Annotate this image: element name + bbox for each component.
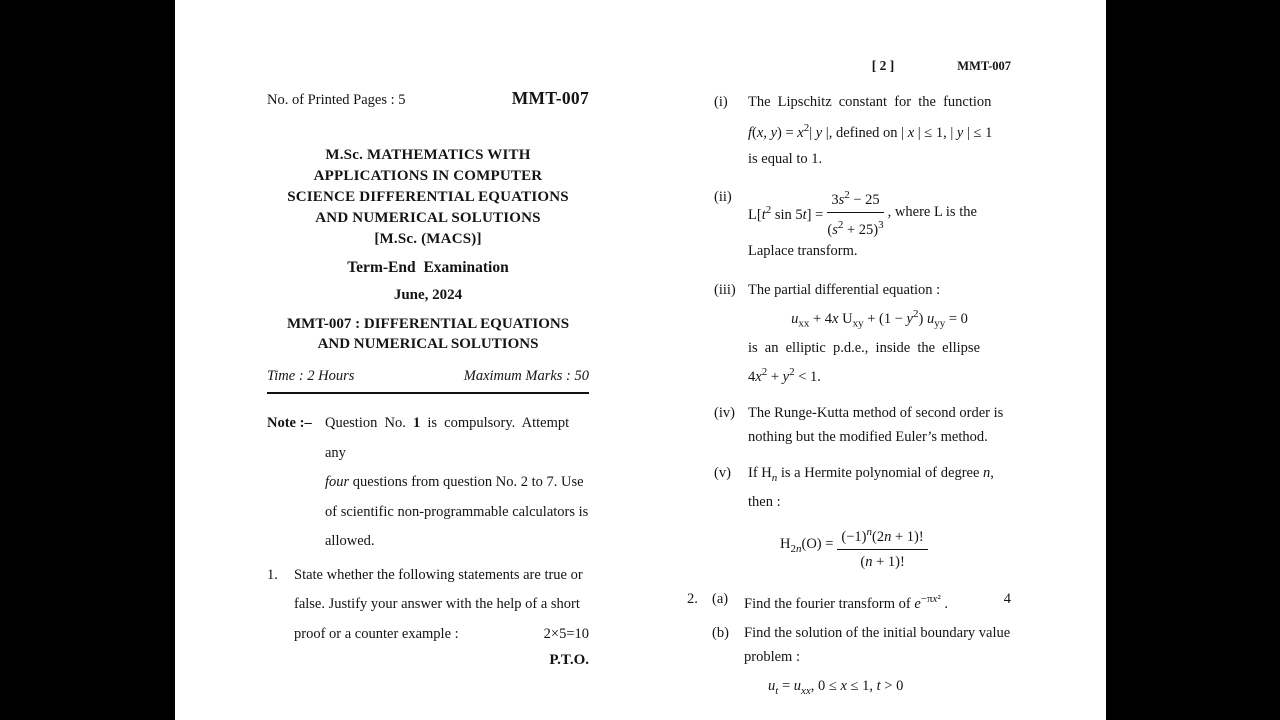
statement-v-line: If $H_n$ is a Hermite polynomial of degree n,: [748, 465, 994, 484]
note-line: four questions from question No. 2 to 7. Use: [325, 474, 584, 490]
question-1-line: proof or a counter example :: [294, 625, 459, 642]
statement-ii-label: (ii): [714, 188, 732, 205]
question-1-number: 1.: [267, 566, 278, 583]
statement-iv-label: (iv): [714, 405, 735, 422]
statement-ii: [714, 185, 1011, 264]
maximum-marks: Maximum Marks : 50: [463, 368, 589, 384]
fraction-numerator: $(-1)^n(2n + 1)$!: [837, 522, 927, 550]
pde-equation: $u_{xx} + 4x$ $U_{xy} + (1 - y^2) u_{yy} = 0$: [791, 308, 968, 331]
question-1-line: false. Justify your answer with the help of a short: [294, 596, 580, 612]
statement-ii-line: Laplace transform.: [748, 243, 858, 260]
time-marks-row: [267, 368, 589, 385]
question-2a: [712, 587, 1011, 616]
question-2a-text: Find the fourier transform of $e^{-\pi x^2}$ .: [744, 592, 948, 612]
note-block: [267, 409, 589, 557]
statement-iii-line: The partial differential equation :: [748, 282, 941, 299]
statement-i-text: [748, 89, 1011, 172]
formula-left-side: $H_{2n}(O)$ =: [780, 536, 834, 556]
question-2b-text: [744, 621, 1011, 703]
question-2b-label: (b): [712, 624, 729, 641]
fraction: [837, 522, 927, 572]
note-line: allowed.: [325, 533, 375, 549]
statement-v: [714, 461, 1011, 572]
equation-right-text: , where L is the: [887, 204, 977, 221]
statement-i-line: The Lipschitz constant for the function: [748, 94, 992, 110]
course-title-line: APPLICATIONS IN COMPUTER: [313, 168, 543, 184]
time-allowed: Time : 2 Hours: [267, 368, 355, 384]
page2-header: [687, 58, 1011, 74]
statement-i-line: f(x, $y) = x^2|$ y |, defined on | x | ≤ 1, | y | ≤ 1: [748, 122, 993, 141]
question-2: [687, 587, 1011, 703]
fraction-denominator: (n + 1)!: [860, 553, 905, 570]
question-2b-line: problem :: [744, 648, 800, 665]
page-2: [687, 58, 1011, 702]
question-1-marks: 2×5=10: [543, 625, 589, 642]
statement-ii-text: [748, 185, 1011, 264]
question-2b-line: Find the solution of the initial boundary value: [744, 624, 1011, 641]
exam-name: Term-End Examination: [347, 259, 509, 276]
paper-code: MMT-007: [511, 88, 589, 108]
statement-iv-line: The Runge-Kutta method of second order is: [748, 405, 1004, 422]
note-line: Question No. 1 is compulsory. Attempt any: [325, 415, 570, 461]
statement-v-text: [748, 461, 1011, 572]
horizontal-rule: [267, 392, 589, 394]
course-title-line: [M.Sc. (MACS)]: [374, 231, 482, 247]
subject-title-line: AND NUMERICAL SOLUTIONS: [317, 336, 539, 352]
statement-iv: [714, 401, 1011, 449]
question-2-number: 2.: [687, 590, 698, 607]
fraction-numerator: $3s^2 - 25$: [827, 185, 883, 213]
boundary-value-equation: $u_t = u_{xx}$, 0 ≤ x ≤ 1, t > 0: [768, 677, 904, 697]
question-1-lastline: [294, 620, 589, 650]
page-1: [267, 88, 589, 669]
statement-iii-line: is an elliptic p.d.e., inside the ellipse: [748, 340, 981, 357]
course-title-line: M.Sc. MATHEMATICS WITH: [325, 147, 531, 163]
question-1-line: State whether the following statements are true or: [294, 566, 583, 583]
statement-i-label: (i): [714, 94, 728, 110]
scanned-document: [175, 0, 1106, 720]
question-2-body: [712, 587, 1011, 703]
statement-iii: [714, 278, 1011, 389]
question-2a-row: [744, 587, 1011, 616]
note-line: of scientific non-programmable calculators is: [325, 503, 589, 520]
subject-title: [267, 314, 589, 354]
statement-iv-text: [748, 401, 1011, 449]
page1-header: [267, 88, 589, 109]
pto-label: P.T.O.: [549, 652, 589, 668]
laplace-equation: [748, 185, 1011, 240]
subject-title-line: MMT-007 : DIFFERENTIAL EQUATIONS: [286, 316, 570, 332]
fraction-denominator: $(s^2 + 25)^3$: [827, 218, 884, 238]
statement-i-line: is equal to 1.: [748, 150, 823, 167]
page-number: [ 2 ]: [871, 58, 895, 73]
hermite-formula: [780, 522, 1011, 572]
statement-v-label: (v): [714, 465, 731, 482]
statement-iii-line: $4x^2 + y^2 < 1$.: [748, 366, 821, 386]
question-2a-label: (a): [712, 590, 729, 607]
question-1: [267, 561, 589, 650]
fraction: [827, 185, 883, 240]
statement-v-line: then :: [748, 493, 781, 510]
statement-iii-label: (iii): [714, 282, 736, 299]
equation-left-side: $L[t^2$ sin 5t] =: [748, 203, 824, 223]
course-title: [267, 145, 589, 250]
statement-iii-text: [748, 278, 1011, 389]
statement-iv-line: nothing but the modified Euler’s method.: [748, 429, 988, 446]
course-title-line: SCIENCE DIFFERENTIAL EQUATIONS: [287, 189, 569, 205]
printed-pages-label: No. of Printed Pages : 5: [267, 92, 406, 108]
question-2b: [712, 621, 1011, 703]
note-text: [325, 409, 589, 557]
question-2a-marks: 4: [1003, 590, 1011, 607]
question-1-text: [294, 561, 589, 650]
course-title-line: AND NUMERICAL SOLUTIONS: [315, 210, 541, 226]
statement-i: [714, 89, 1011, 172]
paper-code: MMT-007: [957, 59, 1011, 73]
note-label: Note :–: [267, 415, 312, 431]
exam-date: June, 2024: [393, 287, 463, 303]
